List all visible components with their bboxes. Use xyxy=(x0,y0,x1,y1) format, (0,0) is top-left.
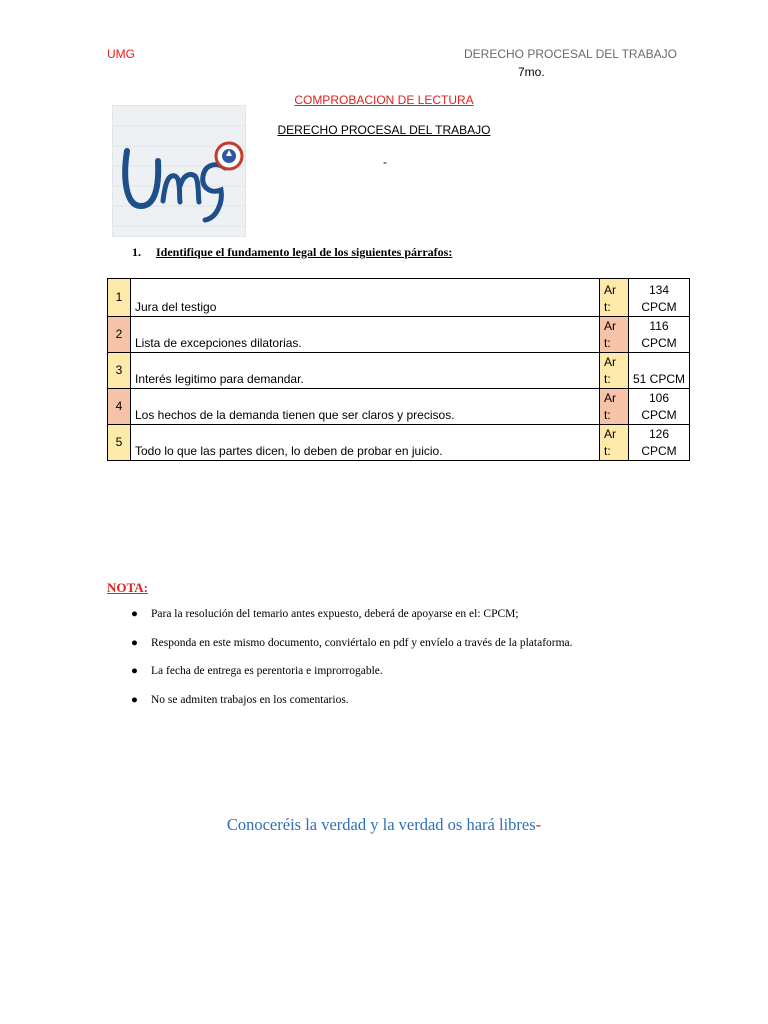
table-row xyxy=(108,317,690,353)
row-number: 2 xyxy=(108,317,131,353)
question-text: Identifique el fundamento legal de los siguientes párrafos: xyxy=(156,245,453,259)
question-1 xyxy=(132,245,452,260)
row-art-label: Ar t: xyxy=(600,353,629,389)
notes-list xyxy=(107,607,573,721)
bullet-icon: ● xyxy=(131,693,138,706)
motto-tail: - xyxy=(535,815,542,834)
row-text: Lista de excepciones dilatorias. xyxy=(131,317,600,353)
row-text: Jura del testigo xyxy=(131,279,600,317)
row-reference: 106 CPCM xyxy=(629,389,690,425)
header-university: UMG xyxy=(107,47,135,61)
row-number: 4 xyxy=(108,389,131,425)
row-number: 5 xyxy=(108,425,131,461)
note-text: Responda en este mismo documento, conviértalo en pdf y envíelo a través de la plataforma. xyxy=(151,636,573,649)
answers-table xyxy=(107,278,690,461)
umg-logo-graphic xyxy=(113,106,245,236)
row-reference: 51 CPCM xyxy=(629,353,690,389)
row-reference: 134 CPCM xyxy=(629,279,690,317)
note-text: Para la resolución del temario antes expuesto, deberá de apoyarse en el: CPCM; xyxy=(151,608,519,620)
note-item xyxy=(107,664,573,693)
bullet-icon: ● xyxy=(131,608,138,620)
row-art-label: Ar t: xyxy=(600,279,629,317)
header-grade: 7mo. xyxy=(518,65,545,79)
table-row xyxy=(108,425,690,461)
header-course: DERECHO PROCESAL DEL TRABAJO xyxy=(464,47,677,61)
row-art-label: Ar t: xyxy=(600,425,629,461)
dash: - xyxy=(383,155,387,169)
page-title: COMPROBACION DE LECTURA xyxy=(294,93,474,107)
bullet-icon: ● xyxy=(131,665,138,677)
row-text: Interés legitimo para demandar. xyxy=(131,353,600,389)
note-text: No se admiten trabajos en los comentarios. xyxy=(151,693,349,706)
row-text: Los hechos de la demanda tienen que ser claros y precisos. xyxy=(131,389,600,425)
row-number: 1 xyxy=(108,279,131,317)
table-row xyxy=(108,389,690,425)
nota-label: NOTA: xyxy=(107,580,148,595)
umg-logo xyxy=(112,105,246,237)
row-number: 3 xyxy=(108,353,131,389)
note-item xyxy=(107,636,573,665)
row-art-label: Ar t: xyxy=(600,317,629,353)
row-text: Todo lo que las partes dicen, lo deben de probar en juicio. xyxy=(131,425,600,461)
bullet-icon: ● xyxy=(131,636,138,649)
page-subtitle: DERECHO PROCESAL DEL TRABAJO xyxy=(277,123,491,137)
note-item xyxy=(107,607,573,636)
question-number: 1. xyxy=(132,245,141,259)
motto-text: Conoceréis la verdad y la verdad os hará libres xyxy=(226,815,536,834)
row-reference: 116 CPCM xyxy=(629,317,690,353)
row-reference: 126 CPCM xyxy=(629,425,690,461)
row-art-label: Ar t: xyxy=(600,389,629,425)
note-item xyxy=(107,693,573,722)
table-row xyxy=(108,353,690,389)
note-text: La fecha de entrega es perentoria e improrrogable. xyxy=(151,665,383,677)
table-row xyxy=(108,279,690,317)
motto xyxy=(0,815,768,835)
